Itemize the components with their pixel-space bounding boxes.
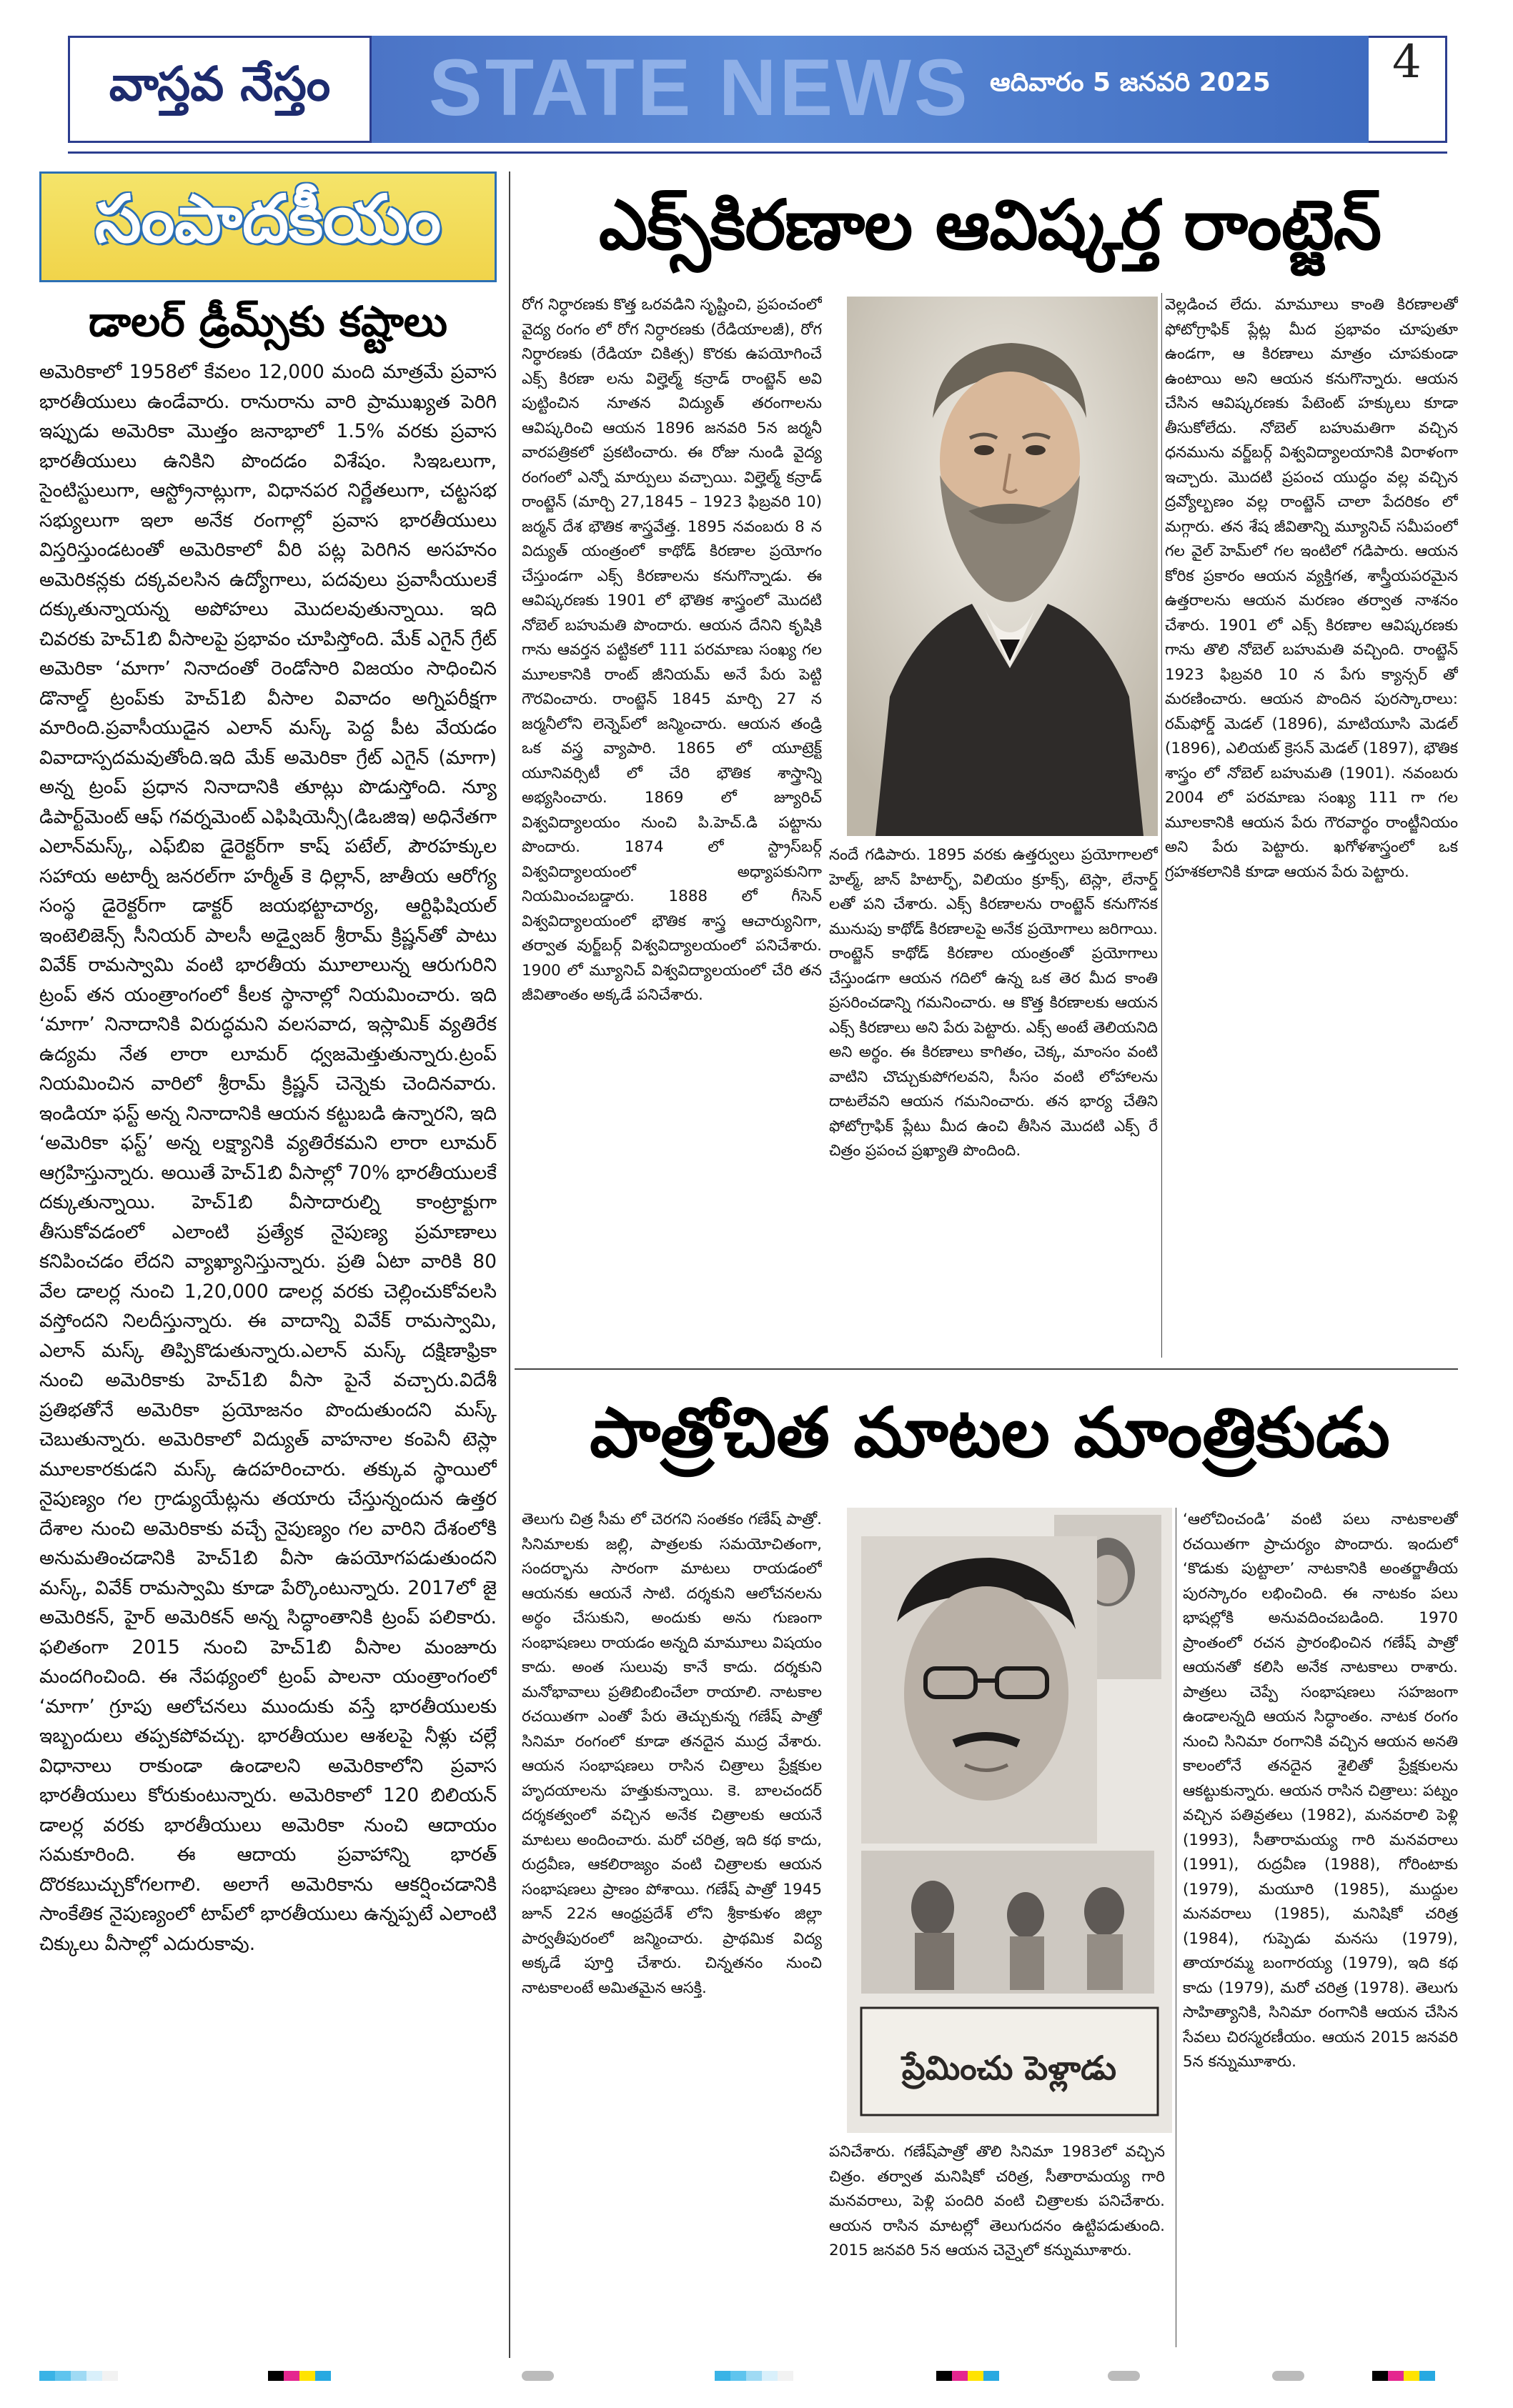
registration-bar xyxy=(1372,2371,1451,2381)
editorial-headline[interactable]: డాలర్ డ్రీమ్స్‌కు కష్టాలు xyxy=(89,297,447,346)
editorial-body: అమెరికాలో 1958లో కేవలం 12,000 మంది మాత్రమే ప్రవాస భారతీయులు ఉండేవారు. రానురాను వారి ప్రాముఖ్యత పెరిగి ఇప్పుడు అమెరికా మొత్తం జనాభాలో 1.5% వరకు ప్రవాస భారతీయులు ఉనికిని పొందడం విశేషం. సిఇఒలుగా, సైంటిస్టులుగా, ఆస్ట్రోనాట్లుగా, విధానపర నిర్ణేతలుగా, చట్టసభ సభ్యులుగా ఇలా అనేక రంగాల్లో ప్రవాస భారతీయులు విస్తరిస్తుండటంతో అమెరికాలో వీరి పట్ల పెరిగిన అసహనం అమెరికన్లకు దక్కవలసిన ఉద్యోగాలు, పదవులు ప్రవాసీయులకే దక్కుతున్నాయన్న అపోహలు మొదలవుతున్నాయి. ఇది చివరకు హెచ్1బి వీసాలపై ప్రభావం చూపిస్తోంది. మేక్ ఎగైన్ గ్రేట్ అమెరికా ‘మాగా’ నినాదంతో రెండోసారి విజయం సాధించిన డొనాల్డ్ ట్రంప్‌కు హెచ్1బి వీసాల వివాదం అగ్నిపరీక్షగా మారింది.ప్రవాసీయుడైన ఎలాన్ మస్క్ పెద్ద పీట వేయడం వివాదాస్పదమవుతోంది.ఇది మేక్ అమెరికా గ్రేట్ ఎగైన్ (మాగా) అన్న ట్రంప్ ప్రధాన నినాదానికి తూట్లు పొడుస్తోంది. న్యూ డిపార్ట్‌మెంట్ ఆఫ్ గవర్నమెంట్ ఎఫిషియెన్సీ(డిఒజిఇ) అధినేతగా ఎలాన్‌మస్క్, ఎఫ్‌బిఐ డైరెక్టర్‌గా కాష్ పటేల్, పౌరహక్కుల సహాయ అటార్నీ జనరల్‌గా హర్మీత్ కె ధిల్లాన్, జాతీయ ఆరోగ్య సంస్థ డైరెక్టర్‌గా డాక్టర్ జయభట్టాచార్య, ఆర్టిఫిషియల్ ఇంటెలిజెన్స్ సీనియర్ పాలసీ అడ్వైజర్ శ్రీరామ్ క్రిష్ణన్‌తో పాటు వివేక్ రామస్వామి వంటి భారతీయ మూలాలున్న ఆరుగురిని ట్రంప్ తన యంత్రాంగంలో కీలక స్థానాల్లో నియమించారు. ఇది ‘మాగా’ నినాదానికి విరుద్ధమని వలసవాద, ఇస్లామిక్ వ్యతిరేక ఉద్యమ నేత లారా లూమర్ ధ్వజమెత్తుతున్నారు.ట్రంప్ నియమించిన వారిలో శ్రీరామ్ క్రిష్ణన్ చెన్నెకు చెందినవారు. ఇండియా ఫస్ట్ అన్న నినాదానికి ఆయన కట్టుబడి ఉన్నారని, ఇది ‘అమెరికా ఫస్ట్’ అన్న లక్ష్యానికి వ్యతిరేకమని లారా లూమర్ ఆగ్రహిస్తున్నారు. అయితే హెచ్1బి వీసాల్లో 70% భారతీయులకే దక్కుతున్నాయి. హెచ్1బి వీసాదారుల్ని కాంట్రాక్టుగా తీసుకోవడంలో ఎలాంటి ప్రత్యేక నైపుణ్య ప్రమాణాలు కనిపించడం లేదని వ్యాఖ్యానిస్తున్నారు. ప్రతి ఏటా వారికి 80 వేల డాలర్ల నుంచి 1,20,000 డాలర్ల వరకు చెల్లించుకోవలసి వస్తోందని నిలదీస్తున్నారు. ఈ వాదాన్ని వివేక్ రామస్వామి, ఎలాన్ మస్క్ తిప్పికొడుతున్నారు.ఎలాన్ మస్క్ దక్షిణాఫ్రికా నుంచి అమెరికాకు హెచ్1బి వీసా పైనే వచ్చారు.విదేశీ ప్రతిభతోనే అమెరికా ప్రయోజనం పొందుతుందని మస్క్ చెబుతున్నారు. అమెరికాలో విద్యుత్ వాహనాల కంపెనీ టెస్లా మూలకారకుడని మస్క్ ఉదహరించారు. తక్కువ స్థాయిలో నైపుణ్యం గల గ్రాడ్యుయేట్లను తయారు చేస్తున్నందున ఉత్తర దేశాల నుంచి అమెరికాకు వచ్చే నైపుణ్యం గల వారిని దేశంలోకి అనుమతించడానికి హెచ్1బి వీసా ఉపయోగపడుతుందని మస్క్, వివేక్ రామస్వామి కూడా పేర్కొంటున్నారు. 2017లో జై అమెరికన్, హైర్ అమెరికన్ అన్న సిద్ధాంతానికి ట్రంప్ పలికారు. ఫలితంగా 2015 నుంచి హెచ్1బి వీసాల మంజూరు మందగించింది. ఈ నేపథ్యంలో ట్రంప్ పాలనా యంత్రాంగంలో ‘మాగా’ గ్రూపు ఆలోచనలు ముందుకు వస్తే భారతీయులకు ఇబ్బందులు తప్పకపోవచ్చు. భారతీయుల ఆశలపై నీళ్లు చల్లే విధానాలు రాకుండా ఉండాలని అమెరికాలోని ప్రవాస భారతీయులు కోరుకుంటున్నారు. అమెరికాలో 120 బిలియన్ డాలర్ల వరకు భారతీయులు అమెరికా నుంచి ఆదాయం సమకూరింది. ఈ ఆదాయ ప్రవాహాన్ని భారత్ దొరకబుచ్చుకోగలగాలి. అలాగే అమెరికాను ఆకర్షించడానికి సాంకేతిక నైపుణ్యంలో టాప్‌లో భారతీయులు ఉన్నప్పటే ఎలాంటి చిక్కులు వీసాల్లో ఎదురుకావు. xyxy=(39,361,497,1955)
story1-column-3: వెల్లడించ లేదు. మామూలు కాంతి కిరణాలతో ఫోటోగ్రాఫిక్ ప్లేట్ల మీద ప్రభావం చూపుతూ ఉండగా, ఆ కిరణాలు మాత్రం చూపకుండా ఉంటాయి అని ఆయన కనుగొన్నారు. ఆయన చేసిన ఆవిష్కరణకు పేటెంట్ హక్కులు కూడా తీసుకోలేదు. నోబెల్ బహుమతిగా వచ్చిన ధనమును వర్జ్‌బర్గ్ విశ్వవిద్యాలయానికి విరాళంగా ఇచ్చారు. మొదటి ప్రపంచ యుద్ధం వల్ల వచ్చిన ద్రవ్యోల్బణం వల్ల రాంట్జెన్ చాలా పేదరికం లో మగ్గారు. తన శేష జీవితాన్ని మ్యూనిచ్ సమీపంలో గల వైల్ హెమ్‌లో గల ఇంటిలో గడిపారు. ఆయన కోరిక ప్రకారం ఆయన వ్యక్తిగత, శాస్త్రీయపరమైన ఉత్తరాలను ఆయన మరణం తర్వాత నాశనం చేశారు. 1901 లో ఎక్స్ కిరణాల ఆవిష్కరణకు గాను తొలి నోబెల్ బహుమతి వచ్చింది. రాంట్జెన్ 1923 ఫిబ్రవరి 10 న పేగు క్యాన్సర్ తో మరణించారు. ఆయన పొందిన పురస్కారాలు: రమ్‌ఫోర్డ్ మెడల్ (1896), మాటియూసి మెడల్ (1896), ఎలియట్ క్రెసన్ మెడల్ (1897), భౌతిక శాస్త్రం లో నోబెల్ బహుమతి (1901). నవంబరు 2004 లో పరమాణు సంఖ్య 111 గా గల మూలకానికి ఆయన పేరు గౌరవార్థం రాంట్జీనియం అని పేరు పెట్టారు. ఖగోళశాస్త్రంలో ఒక గ్రహశకలానికి కూడా ఆయన పేరు పెట్టారు. xyxy=(1165,296,1458,881)
editorial-badge-label: సంపాదకీయం xyxy=(94,180,441,257)
column-divider xyxy=(1161,293,1162,1358)
story2-photo xyxy=(847,1508,1172,2133)
section-title: STATE NEWS xyxy=(429,43,971,132)
story1-photo xyxy=(847,297,1158,836)
page-number: 4 xyxy=(1392,36,1422,89)
story1-column-1: రోగ నిర్ధారణకు కొత్త ఒరవడిని సృష్టించి, ప్రపంచంలో వైద్య రంగం లో రోగ నిర్ధారణకు (రేడియాలజీ), రోగ నిర్ధారణకు (రేడియా చికిత్స) కొరకు ఉపయోగించే ఎక్స్ కిరణా లను విల్హెల్మ్ కన్రాడ్ రాంట్జెన్ అవి పుట్టించిన నూతన విద్యుత్ తరంగాలను ఆవిష్కరించి ఆయన 1896 జనవరి 5న జర్మనీ వారపత్రికలో ప్రకటించారు. ఈ రోజు నుండి వైద్య రంగంలో ఎన్నో మార్పులు వచ్చాయి. విల్హెల్మ్ కన్రాడ్ రాంట్జెన్ (మార్చి 27,1845 – 1923 ఫిబ్రవరి 10) జర్మన్ దేశ భౌతిక శాస్త్రవేత్త. 1895 నవంబరు 8 న విద్యుత్ యంత్రంలో కాథోడ్ కిరణాల ప్రయోగం చేస్తుండగా ఎక్స్ కిరణాలను కనుగొన్నాడు. ఈ ఆవిష్కరణకు 1901 లో భౌతిక శాస్త్రంలో మొదటి నోబెల్ బహుమతి పొందారు. ఆయన దేనిని కృషికి గాను ఆవర్తన పట్టికలో 111 పరమాణు సంఖ్య గల మూలకానికి రాంట్ జీనియమ్ అనే పేరు పెట్టి గౌరవించారు. రాంట్జెన్ 1845 మార్చి 27 న జర్మనీలోని లెన్నెప్‌లో జన్మించారు. ఆయన తండ్రి ఒక వస్త్ర వ్యాపారి. 1865 లో యూట్రెక్ట్ యూనివర్సిటీ లో చేరి భౌతిక శాస్త్రాన్ని అభ్యసించారు. 1869 లో జ్యూరిచ్ విశ్వవిద్యాలయం నుంచి పి.హెచ్.డి పట్టాను పొందారు. 1874 లో స్ట్రాస్‌బర్గ్ విశ్వవిద్యాలయంలో అధ్యాపకునిగా నియమించబడ్డారు. 1888 లో గీసెన్ విశ్వవిద్యాలయంలో భౌతిక శాస్త్ర ఆచార్యునిగా, తర్వాత వుర్జ్‌బర్గ్ విశ్వవిద్యాలయంలో పనిచేశారు. 1900 లో మ్యూనిచ్ విశ్వవిద్యాలయంలో చేరి తన జీవితాంతం అక్కడే పనిచేశారు. xyxy=(522,296,822,1004)
masthead-rule xyxy=(68,151,1447,154)
story2-headline[interactable]: పాత్రోచిత మాటల మాంత్రికుడు xyxy=(590,1393,1390,1473)
story-divider xyxy=(515,1368,1458,1370)
story1-headline[interactable]: ఎక్స్‌కిరణాల ఆవిష్కర్త రాంట్జెన్ xyxy=(598,185,1381,265)
issue-date: ఆదివారం 5 జనవరి 2025 xyxy=(990,68,1271,97)
editorial-badge xyxy=(39,171,497,282)
story2-column-2: పనిచేశారు. గణేష్‌పాత్రో తొలి సినిమా 1983లో వచ్చిన చిత్రం. తర్వాత మనిషికో చరిత్ర, సీతారామయ్య గారి మనవరాలు, పెళ్లి పందిరి వంటి చిత్రాలకు పనిచేశారు. ఆయన రాసిన మాటల్లో తెలుగుదనం ఉట్టిపడుతుంది. 2015 జనవరి 5న ఆయన చెన్నైలో కన్నుమూశారు. xyxy=(829,2143,1165,2259)
story2-column-1: తెలుగు చిత్ర సీమ లో చెరగని సంతకం గణేష్ పాత్రో. సినిమాలకు జల్లి, పాత్రలకు సమయోచితంగా, సందర్భాను సారంగా మాటలు రాయడంలో ఆయనకు ఆయనే సాటి. దర్శకుని ఆలోచనలను అర్థం చేసుకుని, అందుకు అను గుణంగా సంభాషణలు రాయడం అన్నది మామూలు విషయం కాదు. అంత సులువు కానే కాదు. దర్శకుని మనోభావాలు ప్రతిబింబించేలా రాయాలి. నాటకాల రచయితగా ఎంతో పేరు తెచ్చుకున్న గణేష్ పాత్రో సినిమా రంగంలో కూడా తనదైన ముద్ర వేశారు. ఆయన సంభాషణలు రాసిన చిత్రాలు ప్రేక్షకుల హృదయాలను హత్తుకున్నాయి. కె. బాలచందర్ దర్శకత్వంలో వచ్చిన అనేక చిత్రాలకు ఆయనే మాటలు అందించారు. మరో చరిత్ర, ఇది కథ కాదు, రుద్రవీణ, ఆకలిరాజ్యం వంటి చిత్రాలకు ఆయన సంభాషణలు ప్రాణం పోశాయి. గణేష్ పాత్రో 1945 జూన్ 22న ఆంధ్రప్రదేశ్ లోని శ్రీకాకుళం జిల్లా పార్వతీపురంలో జన్మించారు. ప్రాథమిక విద్య అక్కడే పూర్తి చేశారు. చిన్నతనం నుంచి నాటకాలంటే అమితమైన ఆసక్తి. xyxy=(522,1511,822,1997)
registration-bar xyxy=(936,2371,1015,2381)
story1-column-2: నందే గడిపారు. 1895 వరకు ఉత్తర్వులు ప్రయోగాలలో హెల్మ్, జాన్ హిటార్ఫ్, విలియం క్రూక్స్, టెస్లా, లేనార్డ్ లతో పని చేశారు. ఎక్స్ కిరణాలను రాంట్జెన్ కనుగొనక మునుపు కాథోడ్ కిరణాలపై అనేక ప్రయోగాలు జరిగాయి. రాంట్జెన్ కాథోడ్ కిరణాల యంత్రంతో ప్రయోగాలు చేస్తుండగా ఆయన గదిలో ఉన్న ఒక తెర మీద కాంతి ప్రసరించడాన్ని గమనించారు. ఆ కొత్త కిరణాలకు ఆయన ఎక్స్ కిరణాలు అని పేరు పెట్టారు. ఎక్స్ అంటే తెలియనిది అని అర్థం. ఈ కిరణాలు కాగితం, చెక్క, మాంసం వంటి వాటిని చొచ్చుకుపోగలవని, సీసం వంటి లోహాలను దాటలేవని ఆయన గమనించారు. తన భార్య చేతిని ఫోటోగ్రాఫిక్ ప్లేటు మీద ఉంచి తీసిన మొదటి ఎక్స్ రే చిత్రం ప్రపంచ ప్రఖ్యాతి పొందింది. xyxy=(829,846,1158,1160)
registration-dot xyxy=(1272,2371,1304,2381)
registration-bar xyxy=(39,2371,118,2381)
poster-title: ప్రేమించు పెళ్లాడు xyxy=(901,2049,1117,2087)
film-poster-image xyxy=(847,1508,1172,2133)
brand-logo[interactable] xyxy=(68,36,372,143)
registration-dot xyxy=(522,2371,554,2381)
masthead xyxy=(0,0,1513,156)
brand-name: వాస్తవ నేస్తం xyxy=(109,56,331,111)
roentgen-portrait-image xyxy=(847,297,1158,836)
column-divider xyxy=(509,171,510,2358)
registration-dot xyxy=(1108,2371,1140,2381)
registration-bar xyxy=(268,2371,347,2381)
registration-bar xyxy=(715,2371,793,2381)
story2-column-3: ‘ఆలోచించండి’ వంటి పలు నాటకాలతో రచయితగా ప్రాచుర్యం పొందారు. ఇందులో ‘కొడుకు పుట్టాలా’ నాటకానికి అంతర్జాతీయ పురస్కారం లభించింది. ఈ నాటకం పలు భాషల్లోకి అనువదించబడింది. 1970 ప్రాంతంలో రచన ప్రారంభించిన గణేష్ పాత్రో ఆయనతో కలిసి అనేక నాటకాలు రాశారు. పాత్రలు చెప్పే సంభాషణలు సహజంగా ఉండాలన్నది ఆయన సిద్ధాంతం. నాటక రంగం నుంచి సినిమా రంగానికి వచ్చిన ఆయన అనతి కాలంలోనే తనదైన శైలితో ప్రేక్షకులను ఆకట్టుకున్నారు. ఆయన రాసిన చిత్రాలు: పట్నం వచ్చిన పతివ్రతలు (1982), మనవరాలి పెళ్లి (1993), సీతారామయ్య గారి మనవరాలు (1991), రుద్రవీణ (1988), గోరింటాకు (1979), మయూరి (1985), ముద్దుల మనవరాలు (1985), మనిషికో చరిత్ర (1984), గుప్పెడు మనసు (1979), తాయారమ్మ బంగారయ్య (1979), ఇది కథ కాదు (1979), మరో చరిత్ర (1978). తెలుగు సాహిత్యానికి, సినిమా రంగానికి ఆయన చేసిన సేవలు చిరస్మరణీయం. ఆయన 2015 జనవరి 5న కన్నుమూశారు. xyxy=(1183,1511,1458,2071)
